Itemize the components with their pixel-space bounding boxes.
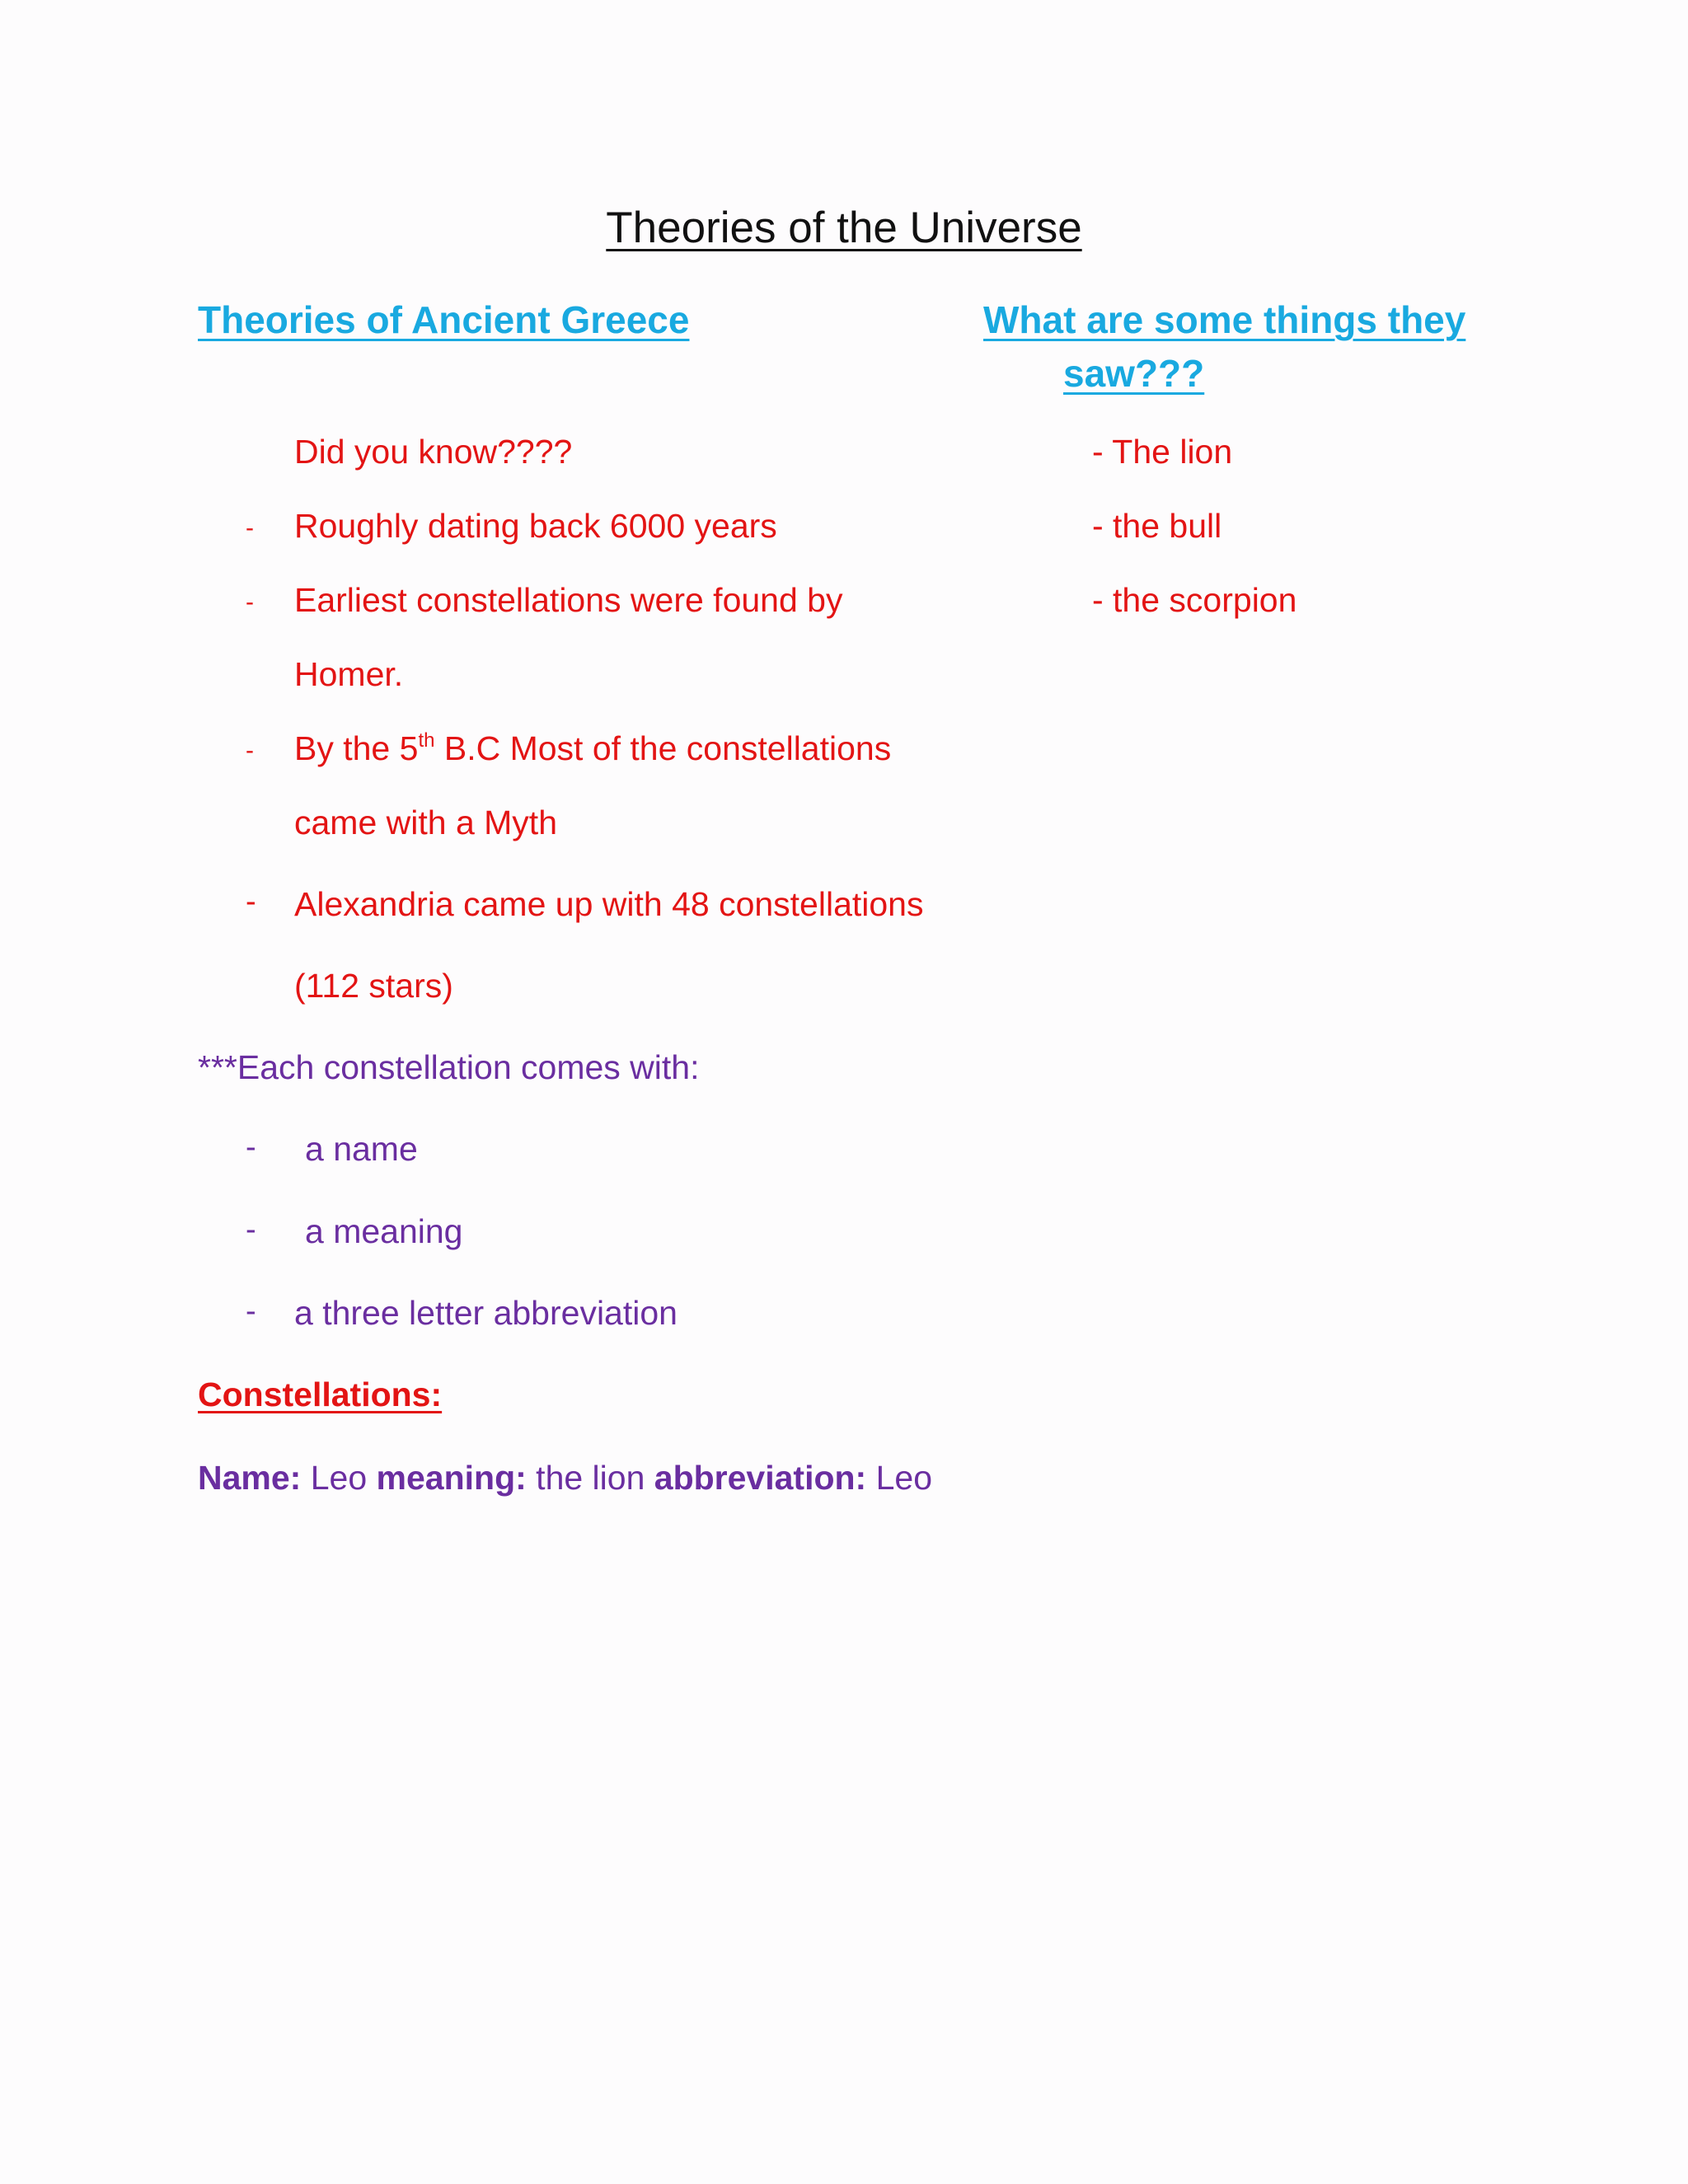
fact-earliest-line2: Homer. — [294, 655, 404, 693]
bullet-dash: - — [246, 1212, 256, 1247]
did-you-know: Did you know???? — [294, 433, 573, 471]
abbreviation-label: abbreviation: — [654, 1459, 867, 1497]
seen-item-bull: - the bull — [1092, 507, 1222, 545]
meaning-value: the lion — [526, 1459, 654, 1497]
comes-with-abbreviation: a three letter abbreviation — [294, 1294, 678, 1332]
name-value: Leo — [301, 1459, 377, 1497]
fact-dating: Roughly dating back 6000 years — [294, 507, 777, 545]
fact-5th-pre: By the 5 — [294, 729, 419, 767]
constellation-entry-leo — [198, 1461, 932, 1495]
bullet-dash: - — [246, 514, 254, 541]
right-heading-line1: What are some things they — [983, 298, 1466, 341]
right-heading-line2: saw??? — [1063, 352, 1205, 395]
bullet-dash: - — [246, 588, 254, 616]
fact-alexandria-line1: Alexandria came up with 48 constellations — [294, 885, 924, 923]
abbreviation-value: Leo — [866, 1459, 933, 1497]
bullet-dash: - — [246, 1294, 256, 1329]
fact-5th-superscript: th — [418, 729, 435, 752]
bullet-dash: - — [246, 1130, 256, 1165]
seen-item-lion: - The lion — [1092, 433, 1233, 471]
meaning-label: meaning: — [376, 1459, 527, 1497]
comes-with-meaning: a meaning — [305, 1212, 463, 1250]
each-constellation-intro: ***Each constellation comes with: — [198, 1048, 700, 1086]
page-title: Theories of the Universe — [606, 204, 1082, 252]
fact-5th-post: B.C Most of the constellations — [434, 729, 892, 767]
fact-5th-century — [294, 729, 892, 767]
fact-alexandria-line2: (112 stars) — [294, 967, 453, 1005]
seen-item-scorpion: - the scorpion — [1092, 581, 1297, 619]
comes-with-name: a name — [305, 1130, 418, 1168]
fact-5th-line2: came with a Myth — [294, 804, 557, 841]
bullet-dash: - — [246, 737, 254, 764]
left-heading: Theories of Ancient Greece — [198, 298, 690, 341]
bullet-dash: - — [246, 884, 256, 919]
name-label: Name: — [198, 1459, 302, 1497]
constellations-heading: Constellations: — [198, 1376, 443, 1413]
fact-earliest-line1: Earliest constellations were found by — [294, 581, 843, 619]
